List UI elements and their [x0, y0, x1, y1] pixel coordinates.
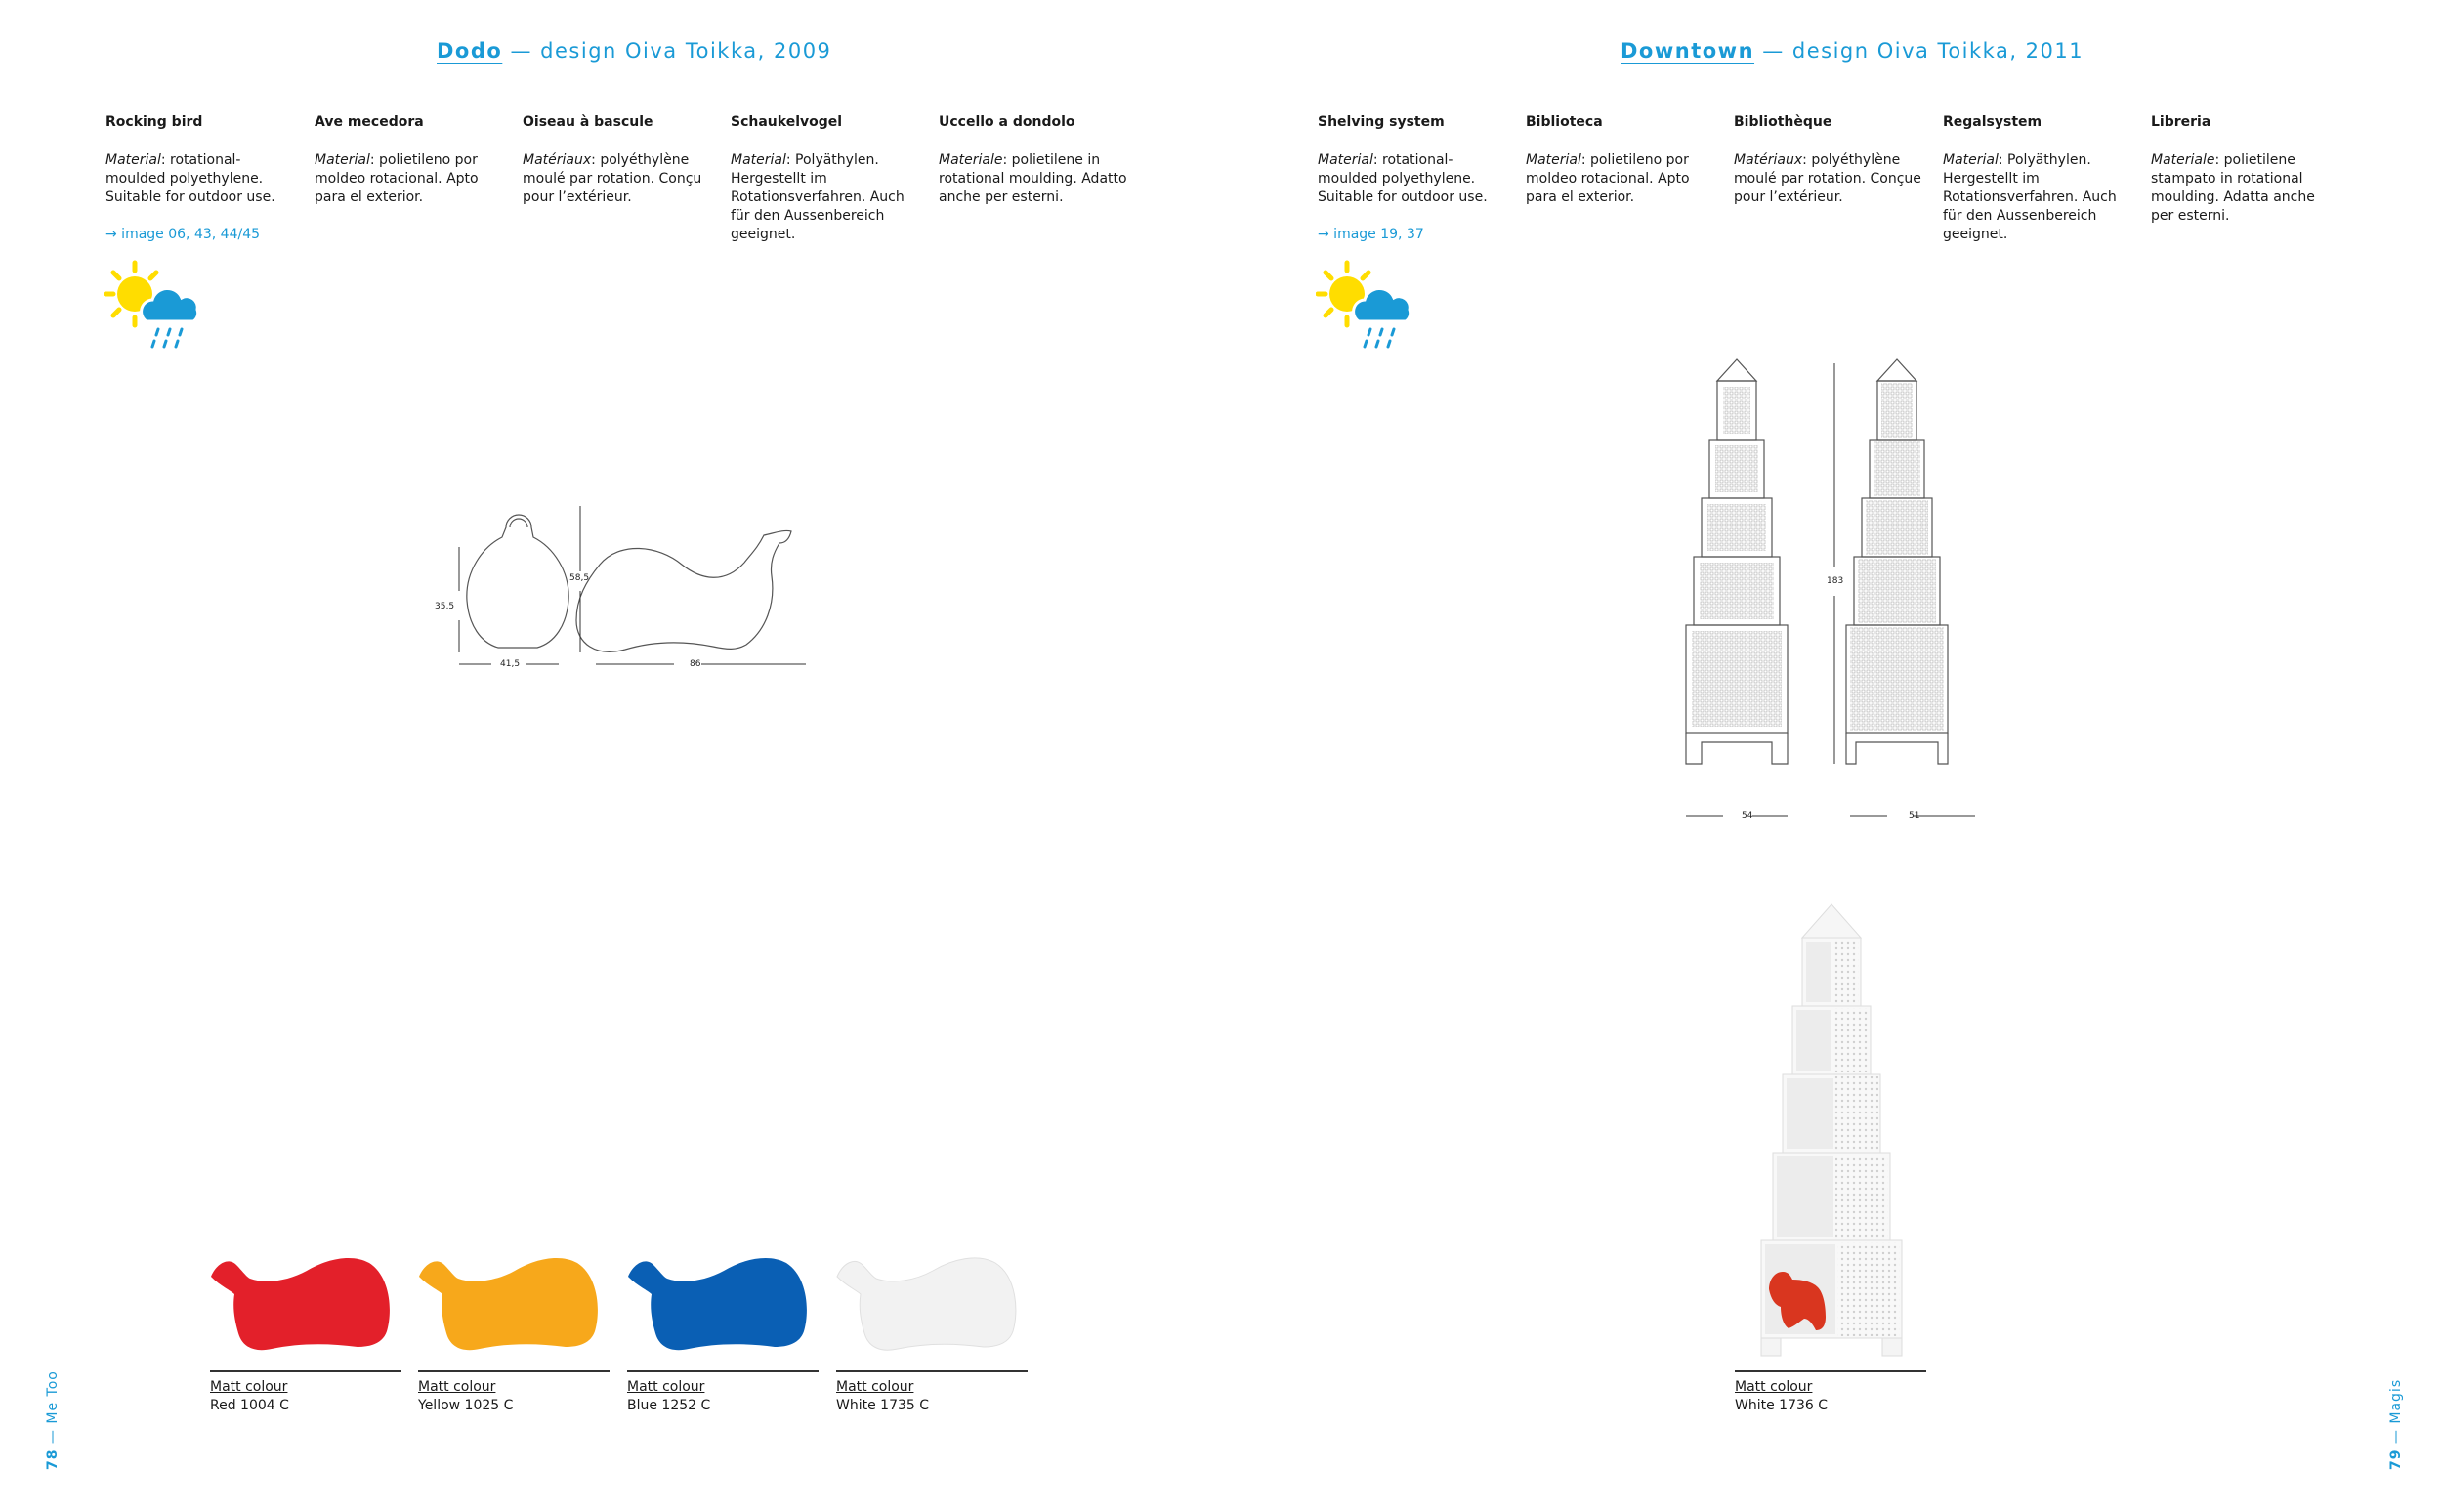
downtown-desc-es: Biblioteca Material: polietileno por moldeo rotacional. Apto para el exterior. [1526, 114, 1690, 205]
dodo-blue-image[interactable] [622, 1236, 818, 1353]
dodo-desc-it: Uccello a dondolo Materiale: polietilene in rotational moulding. Adatto anche per esterni. [939, 114, 1127, 205]
dodo-desc-de: Schaukelvogel Material: Polyäthylen. Hergestellt im Rotationsverfahren. Auch für den Aussenbereich geeignet. [731, 114, 905, 242]
swatch-label-white: Matt colour White 1735 C [836, 1379, 930, 1413]
right-page-title: Downtown — design Oiva Toikka, 2011 [1621, 39, 2084, 63]
left-page-title: Dodo — design Oiva Toikka, 2009 [437, 39, 832, 63]
downtown-desc-fr: Bibliothèque Matériaux: polyéthylène moulé par rotation. Conçue pour l’extérieur. [1734, 114, 1921, 205]
image-reference-link[interactable]: → image 06, 43, 44/45 [105, 227, 261, 242]
product-name-downtown[interactable]: Downtown [1621, 39, 1755, 63]
image-reference-link[interactable]: → image 19, 37 [1318, 227, 1424, 242]
dodo-desc-en: Rocking bird Material: rotational-moulded polyethylene. Suitable for outdoor use. → image 06, 43, 44/45 [105, 113, 296, 244]
page-footer-left: 78 — Me Too [45, 1370, 61, 1470]
dodo-technical-drawing [430, 498, 821, 674]
swatch-label-red: Matt colour Red 1004 C [210, 1379, 289, 1413]
dodo-yellow-image[interactable] [413, 1236, 609, 1353]
downtown-desc-it: Libreria Materiale: polietilene stampato in rotational moulding. Adatta anche per esterni. [2151, 114, 2315, 224]
downtown-white-image[interactable] [1734, 899, 1929, 1363]
dim-width-side: 51 [1909, 811, 1920, 820]
page-footer-right: 79 — Magis [2388, 1378, 2404, 1470]
downtown-technical-drawing [1680, 352, 1983, 830]
dim-width-front: 54 [1742, 811, 1753, 820]
swatch-divider [1735, 1370, 1926, 1372]
dim-height-side: 58,5 [569, 573, 590, 583]
swatch-divider [210, 1370, 401, 1372]
dim-width-front: 41,5 [500, 659, 521, 669]
dodo-white-image[interactable] [831, 1236, 1027, 1353]
swatch-divider [836, 1370, 1028, 1372]
dim-width-side: 86 [690, 659, 701, 669]
dim-height: 183 [1827, 576, 1844, 586]
dodo-desc-es: Ave mecedora Material: polietileno por moldeo rotacional. Apto para el exterior. [315, 114, 479, 205]
sun-cloud-rain-icon [104, 259, 205, 353]
swatch-label-white-downtown: Matt colour White 1736 C [1735, 1379, 1829, 1413]
swatch-label-yellow: Matt colour Yellow 1025 C [418, 1379, 514, 1413]
downtown-desc-en: Shelving system Material: rotational-moulded polyethylene. Suitable for outdoor use. → image 19, 37 [1318, 113, 1508, 244]
swatch-divider [418, 1370, 610, 1372]
dodo-red-image[interactable] [205, 1236, 400, 1353]
swatch-label-blue: Matt colour Blue 1252 C [627, 1379, 711, 1413]
dim-height-front: 35,5 [435, 602, 455, 611]
sun-cloud-rain-icon [1316, 259, 1417, 353]
swatch-divider [627, 1370, 819, 1372]
product-name-dodo[interactable]: Dodo [437, 39, 503, 63]
downtown-desc-de: Regalsystem Material: Polyäthylen. Hergestellt im Rotationsverfahren. Auch für den Aussenbereich geeignet. [1943, 114, 2117, 242]
dodo-desc-fr: Oiseau à bascule Matériaux: polyéthylène moulé par rotation. Conçu pour l’extérieur. [523, 114, 702, 205]
